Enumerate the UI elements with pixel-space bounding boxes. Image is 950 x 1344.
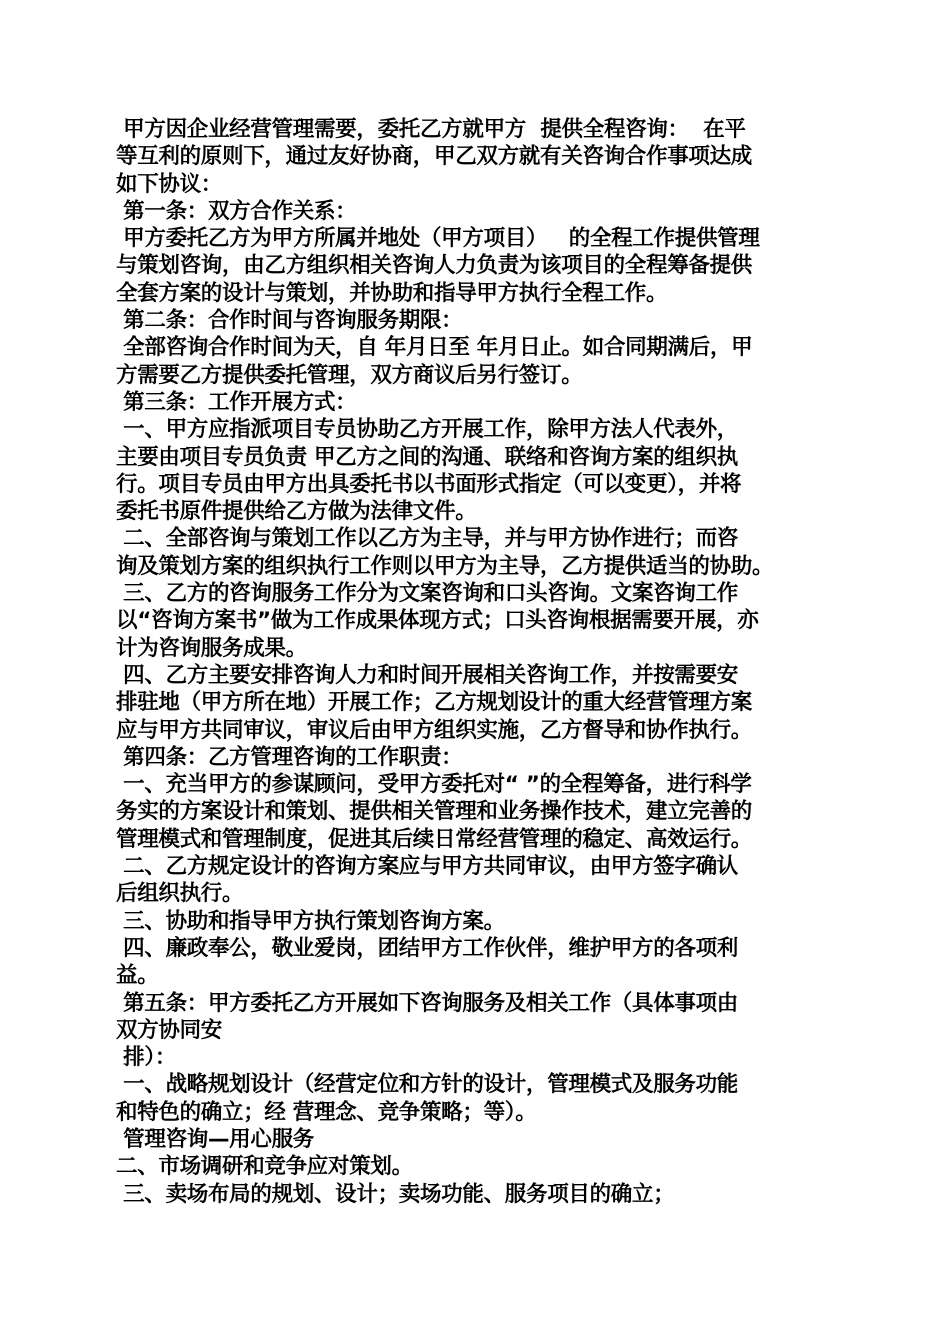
text-line: 委托书原件提供给乙方做为法律文件。	[116, 499, 477, 525]
text-line: 管理咨询—用心服务	[116, 1126, 314, 1152]
text-line: 计为咨询服务成果。	[116, 635, 307, 661]
text-line: 第三条：工作开展方式：	[116, 389, 357, 415]
text-line: 方需要乙方提供委托管理，双方商议后另行签订。	[116, 362, 583, 388]
text-line: 排驻地（甲方所在地）开展工作；乙方规划设计的重大经营管理方案	[116, 690, 753, 716]
text-line: 全套方案的设计与策划，并协助和指导甲方执行全程工作。	[116, 280, 668, 306]
text-line: 二、市场调研和竞争应对策划。	[116, 1154, 413, 1180]
text-line: 与策划咨询，由乙方组织相关咨询人力负责为该项目的全程筹备提供	[116, 253, 753, 279]
text-line: 主要由项目专员负责 甲乙方之间的沟通、联络和咨询方案的组织执	[116, 444, 738, 470]
text-line: 第四条：乙方管理咨询的工作职责：	[116, 744, 463, 770]
text-line: 后组织执行。	[116, 881, 244, 907]
text-line: 三、乙方的咨询服务工作分为文案咨询和口头咨询。文案咨询工作	[116, 581, 738, 607]
text-line: 管理模式和管理制度，促进其后续日常经营管理的稳定、高效运行。	[116, 826, 753, 852]
text-line: 甲方委托乙方为甲方所属并地处（甲方项目） 的全程工作提供管理	[116, 226, 760, 252]
text-line: 如下协议：	[116, 171, 223, 197]
text-line: 四、廉政奉公，敬业爱岗，团结甲方工作伙伴，维护甲方的各项利	[116, 935, 738, 961]
text-line: 第一条：双方合作关系：	[116, 198, 357, 224]
text-line: 二、全部咨询与策划工作以乙方为主导，并与甲方协作进行；而咨	[116, 526, 738, 552]
text-line: 三、卖场布局的规划、设计；卖场功能、服务项目的确立；	[116, 1181, 675, 1207]
text-line: 二、乙方规定设计的咨询方案应与甲方共同审议，由甲方签字确认	[116, 854, 738, 880]
text-line: 四、乙方主要安排咨询人力和时间开展相关咨询工作，并按需要安	[116, 662, 738, 688]
text-line: 和特色的确立；经 营理念、竞争策略；等）。	[116, 1099, 537, 1125]
text-line: 益。	[116, 963, 159, 989]
text-line: 排）：	[116, 1045, 177, 1071]
text-line: 等互利的原则下，通过友好协商，甲乙双方就有关咨询合作事项达成	[116, 144, 753, 170]
text-line: 应与甲方共同审议，审议后由甲方组织实施，乙方督导和协作执行。	[116, 717, 753, 743]
text-line: 询及策划方案的组织执行工作则以甲方为主导，乙方提供适当的协助。	[116, 553, 774, 579]
text-line: 三、协助和指导甲方执行策划咨询方案。	[116, 908, 505, 934]
text-line: 第五条：甲方委托乙方开展如下咨询服务及相关工作（具体事项由	[116, 990, 738, 1016]
text-line: 一、充当甲方的参谋顾问，受甲方委托对“ ”的全程筹备，进行科学	[116, 772, 752, 798]
text-line: 行。项目专员由甲方出具委托书以书面形式指定（可以变更），并将	[116, 471, 742, 497]
text-line: 以“咨询方案书”做为工作成果体现方式；口头咨询根据需要开展，亦	[116, 608, 759, 634]
text-line: 一、甲方应指派项目专员协助乙方开展工作，除甲方法人代表外，	[116, 417, 738, 443]
text-line: 双方协同安	[116, 1017, 223, 1043]
document-body	[116, 116, 856, 1208]
text-line: 务实的方案设计和策划、提供相关管理和业务操作技术，建立完善的	[116, 799, 753, 825]
text-line: 全部咨询合作时间为天，自 年月日至 年月日止。如合同期满后，甲	[116, 335, 753, 361]
text-line: 一、战略规划设计（经营定位和方针的设计，管理模式及服务功能	[116, 1072, 738, 1098]
text-line: 第二条：合作时间与咨询服务期限：	[116, 308, 463, 334]
text-line: 甲方因企业经营管理需要，委托乙方就甲方 提供全程咨询： 在平	[116, 117, 746, 142]
